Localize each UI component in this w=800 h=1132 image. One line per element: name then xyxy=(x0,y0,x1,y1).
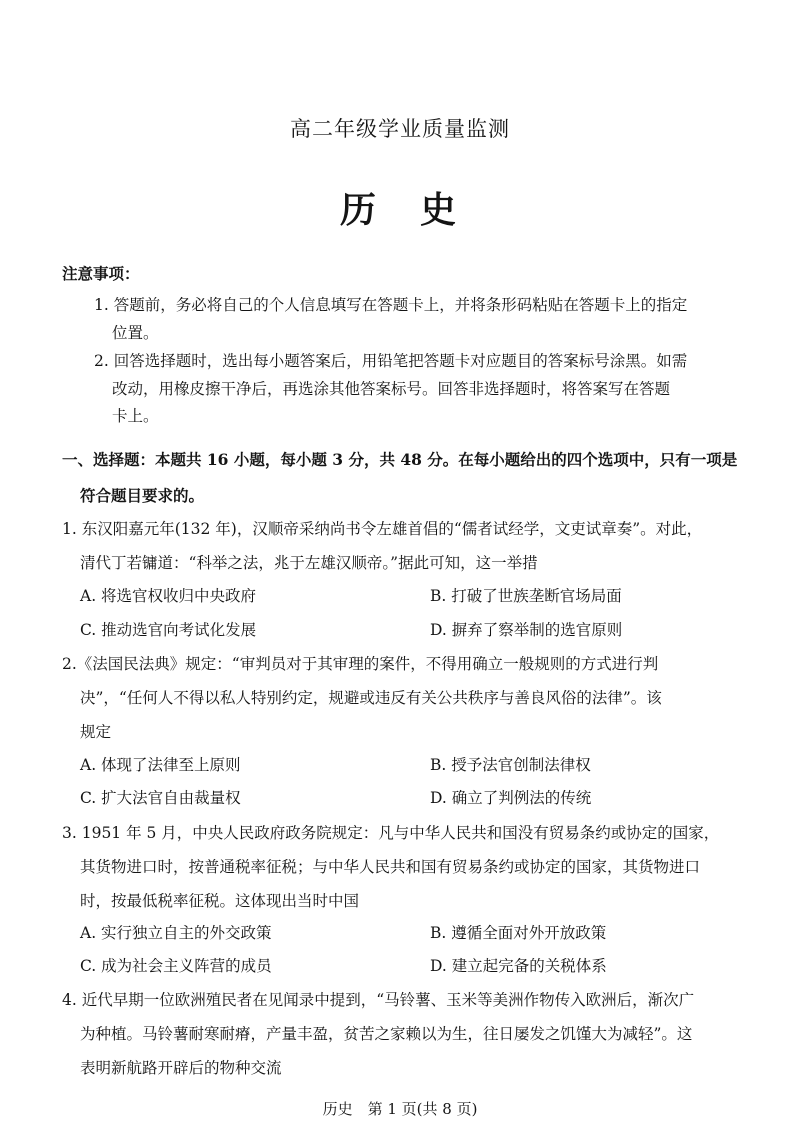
notice-line: 2. 回答选择题时，选出每小题答案后，用铅笔把答题卡对应题目的答案标号涂黑。如需 xyxy=(94,352,688,370)
question-1-option-b: B. 打破了世族垄断官场局面 xyxy=(430,587,622,605)
question-4-stem: 为种植。马铃薯耐寒耐瘠，产量丰盈，贫苦之家赖以为生，往日屡发之饥馑大为减轻”。这 xyxy=(80,1025,693,1043)
question-2-option-d: D. 确立了判例法的传统 xyxy=(430,789,592,807)
notice-line: 1. 答题前，务必将自己的个人信息填写在答题卡上，并将条形码粘贴在答题卡上的指定 xyxy=(94,296,688,314)
question-1-option-a: A. 将选官权收归中央政府 xyxy=(80,587,257,605)
notice-line: 卡上。 xyxy=(112,407,159,425)
question-3-stem: 其货物进口时，按普通税率征税；与中华人民共和国有贸易条约或协定的国家，其货物进口 xyxy=(80,858,701,876)
question-2-option-b: B. 授予法官创制法律权 xyxy=(430,756,591,774)
question-4-stem: 表明新航路开辟后的物种交流 xyxy=(80,1059,282,1077)
notice-heading: 注意事项： xyxy=(62,264,140,283)
question-3-option-c: C. 成为社会主义阵营的成员 xyxy=(80,957,272,975)
question-2-option-c: C. 扩大法官自由裁量权 xyxy=(80,789,241,807)
question-3-option-b: B. 遵循全面对外开放政策 xyxy=(430,924,607,942)
notice-line: 位置。 xyxy=(112,324,159,342)
section-heading: 一、选择题：本题共 16 小题，每小题 3 分，共 48 分。在每小题给出的四个选项中，只有一项是 xyxy=(62,450,738,469)
notice-line: 改动，用橡皮擦干净后，再选涂其他答案标号。回答非选择题时，将答案写在答题 xyxy=(112,380,671,398)
section-heading-cont: 符合题目要求的。 xyxy=(80,486,205,505)
question-2-stem: 规定 xyxy=(80,723,112,741)
question-3-option-a: A. 实行独立自主的外交政策 xyxy=(80,924,272,942)
page-footer: 历史 第 1 页(共 8 页) xyxy=(322,1100,478,1118)
question-3-stem: 时，按最低税率征税。这体现出当时中国 xyxy=(80,892,360,910)
exam-subtitle: 高二年级学业质量监测 xyxy=(290,117,510,141)
question-2-option-a: A. 体现了法律至上原则 xyxy=(80,756,241,774)
exam-title: 历 史 xyxy=(339,189,460,231)
question-4-stem: 4. 近代早期一位欧洲殖民者在见闻录中提到，“马铃薯、玉米等美洲作物传入欧洲后，渐次广 xyxy=(62,991,695,1009)
question-3-stem: 3. 1951 年 5 月，中央人民政府政务院规定：凡与中华人民共和国没有贸易条约或协定的国家， xyxy=(62,824,720,842)
question-1-option-d: D. 摒弃了察举制的选官原则 xyxy=(430,621,623,639)
question-1-stem: 清代丁若镛道：“科举之法，兆于左雄汉顺帝。”据此可知，这一举措 xyxy=(80,554,538,572)
question-1-stem: 1. 东汉阳嘉元年(132 年)，汉顺帝采纳尚书令左雄首倡的“儒者试经学，文吏试章奏”。对此， xyxy=(62,520,703,538)
question-3-option-d: D. 建立起完备的关税体系 xyxy=(430,957,607,975)
question-2-stem: 2.《法国民法典》规定：“审判员对于其审理的案件，不得用确立一般规则的方式进行判 xyxy=(62,655,659,673)
question-1-option-c: C. 推动选官向考试化发展 xyxy=(80,621,257,639)
question-2-stem: 决”，“任何人不得以私人特别约定，规避或违反有关公共秩序与善良风俗的法律”。该 xyxy=(80,689,662,707)
